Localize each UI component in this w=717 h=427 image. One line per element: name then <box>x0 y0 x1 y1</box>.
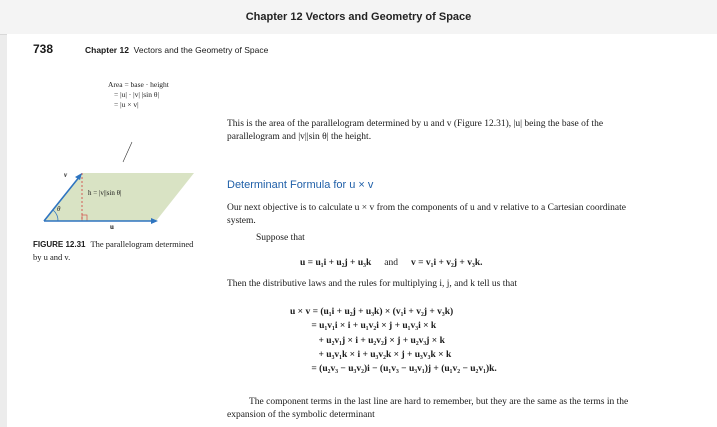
figure-12-31 <box>28 80 198 230</box>
vector-v-label: v <box>64 171 68 179</box>
figure-caption-label: FIGURE 12.31 <box>33 240 86 249</box>
running-head-chapter: Chapter 12 <box>85 45 129 55</box>
area-line-2: = |u| · |v| |sin θ| <box>114 90 159 99</box>
page-number: 738 <box>33 42 54 56</box>
expansion-line-3: + u₂v₁j × i + u₂v₂j × j + u₂v₃j × k <box>290 335 445 346</box>
equation-and: and <box>384 258 398 268</box>
component-equations <box>300 258 482 268</box>
paragraph-5-text: The component terms in the last line are hard to remember, but they are the same as the terms in the expansion of the symbolic determinant <box>227 397 629 420</box>
theta-label: θ <box>57 205 61 213</box>
expansion-line-2: = u₁v₁i × i + u₁v₂i × j + u₁v₃i × k <box>290 321 437 332</box>
equation-u: u = u₁i + u₂j + u₃k <box>300 258 372 268</box>
area-formula <box>108 80 169 110</box>
vector-u-label: u <box>110 223 114 231</box>
area-line-1: Area = base · height <box>108 80 169 89</box>
height-label: h = |v||sin θ| <box>88 189 122 197</box>
area-pointer <box>123 142 132 162</box>
paragraph-1: This is the area of the parallelogram determined by u and v (Figure 12.31), |u| being the base of the parallelogram and |v||sin θ| the height. <box>227 119 604 142</box>
expansion-line-5: = (u₂v₃ − u₃v₂)i − (u₁v₃ − u₃v₁)j + (u₁v₂ − u₂v₁)k. <box>290 364 497 375</box>
document-title: Chapter 12 Vectors and Geometry of Space <box>245 11 472 23</box>
document-header <box>0 0 717 35</box>
page-header <box>33 40 268 58</box>
paragraph-5 <box>227 396 653 421</box>
running-head <box>85 45 268 55</box>
paragraph-3: Suppose that <box>256 233 305 243</box>
area-line-3: = |u × v| <box>114 100 139 109</box>
section-title: Determinant Formula for u × v <box>227 179 374 191</box>
parallelogram-shape <box>44 173 194 221</box>
paragraph-4: Then the distributive laws and the rules for multiplying i, j, and k tell us that <box>227 279 517 289</box>
expansion-line-1: u × v = (u₁i + u₂j + u₃k) × (v₁i + v₂j + v₃k) <box>290 307 454 317</box>
figure-caption-text: The parallelogram determined by u and v. <box>33 239 194 262</box>
expansion-line-4: + u₃v₁k × i + u₃v₂k × j + u₃v₃k × k <box>290 349 452 360</box>
equation-v: v = v₁i + v₂j + v₃k. <box>410 258 483 268</box>
cross-product-expansion <box>290 305 497 376</box>
paragraph-2: Our next objective is to calculate u × v from the components of u and v relative to a Cartesian coordinate system. <box>227 203 626 226</box>
figure-caption <box>33 238 203 263</box>
running-head-title: Vectors and the Geometry of Space <box>133 45 269 55</box>
